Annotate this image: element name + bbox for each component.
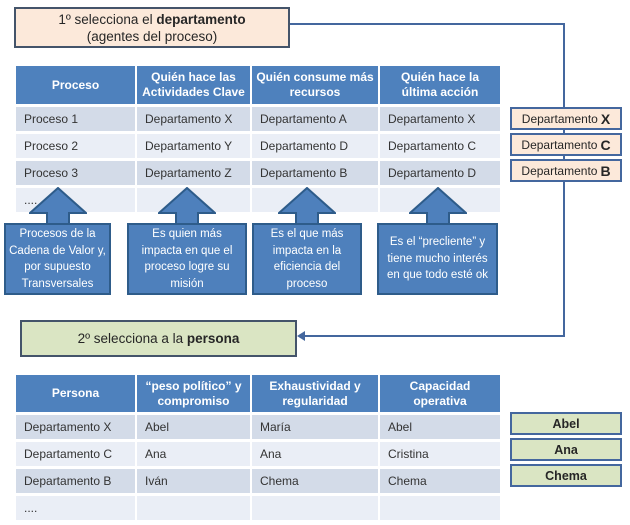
connector-arrowhead-left-icon (297, 331, 305, 341)
table-cell: Abel (137, 415, 250, 439)
step1-text-bold: departamento (156, 11, 246, 27)
table2-header-peso-politico: “peso político” y compromiso (137, 375, 250, 412)
table-cell: Departamento X (16, 415, 135, 439)
table-cell: Ana (252, 442, 378, 466)
step2-text-prefix: 2º selecciona a la (77, 331, 187, 346)
table-cell: Departamento X (137, 107, 250, 131)
table-cell: Departamento Y (137, 134, 250, 158)
table-cell: Departamento D (252, 134, 378, 158)
callout-cadena-de-valor (4, 187, 111, 295)
dept-tag-c (510, 133, 622, 156)
table-cell: Departamento C (16, 442, 135, 466)
dept-tag-letter: B (600, 162, 611, 179)
table-cell: Proceso 3 (16, 161, 135, 185)
step2-box (20, 320, 297, 357)
table-cell: Chema (252, 469, 378, 493)
table2-header-capacidad: Capacidad operativa (380, 375, 500, 412)
step2-line1 (78, 330, 240, 347)
connector-bottom-horizontal (303, 335, 565, 337)
callout-text: Procesos de la Cadena de Valor y, por supuesto Transversales (4, 223, 111, 295)
step1-box (14, 7, 290, 48)
table1-header-ultima-accion: Quién hace la última acción (380, 66, 500, 104)
table-cell: Departamento B (252, 161, 378, 185)
table-cell: Departamento B (16, 469, 135, 493)
up-arrow-icon (409, 187, 467, 225)
step1-line1 (58, 11, 245, 28)
callout-actividades-clave (127, 187, 247, 295)
table-cell: Cristina (380, 442, 500, 466)
step2-text-bold: persona (186, 331, 240, 346)
table-cell: .... (16, 496, 135, 520)
table-cell: Departamento D (380, 161, 500, 185)
table-cell: Departamento C (380, 134, 500, 158)
table1-header-actividades: Quién hace las Actividades Clave (137, 66, 250, 104)
dept-tag-prefix: Departamento (521, 137, 598, 152)
table-cell (380, 496, 500, 520)
table1-header-recursos: Quién consume más recursos (252, 66, 378, 104)
person-tag-ana: Ana (510, 438, 622, 461)
table2-header-exhaustividad: Exhaustividad y regularidad (252, 375, 378, 412)
table-cell: María (252, 415, 378, 439)
table-cell: Departamento X (380, 107, 500, 131)
table-cell: Chema (380, 469, 500, 493)
callout-eficiencia (252, 187, 362, 295)
dept-tag-letter: C (600, 136, 611, 153)
dept-tag-b (510, 159, 622, 182)
table-cell: Proceso 2 (16, 134, 135, 158)
callout-text: Es el que más impacta en la eficiencia del proceso (252, 223, 362, 295)
dept-tag-letter: X (600, 110, 611, 127)
person-tag-chema: Chema (510, 464, 622, 487)
table-cell: Ana (137, 442, 250, 466)
table-cell: .... (16, 188, 135, 212)
table-cell: Departamento A (252, 107, 378, 131)
table-cell (252, 496, 378, 520)
dept-tag-x (510, 107, 622, 130)
table1-header-proceso: Proceso (16, 66, 135, 104)
connector-top-horizontal (290, 23, 565, 25)
dept-tag-prefix: Departamento (521, 163, 598, 178)
person-tag-abel: Abel (510, 412, 622, 435)
table-cell: Abel (380, 415, 500, 439)
callout-text: Es quien más impacta en que el proceso logre su misión (127, 223, 247, 295)
callout-precliente (377, 187, 498, 295)
person-table (16, 375, 498, 520)
dept-tag-prefix: Departamento (521, 111, 598, 126)
table-cell (137, 496, 250, 520)
callout-text: Es el “precliente” y tiene mucho interés en que todo esté ok (377, 223, 498, 295)
up-arrow-icon (29, 187, 87, 225)
step1-line2: (agentes del proceso) (86, 28, 218, 44)
table2-header-persona: Persona (16, 375, 135, 412)
table-cell: Departamento Z (137, 161, 250, 185)
up-arrow-icon (278, 187, 336, 225)
table-cell: Proceso 1 (16, 107, 135, 131)
up-arrow-icon (158, 187, 216, 225)
step1-text-prefix: 1º selecciona el (58, 11, 157, 27)
table-cell: Iván (137, 469, 250, 493)
